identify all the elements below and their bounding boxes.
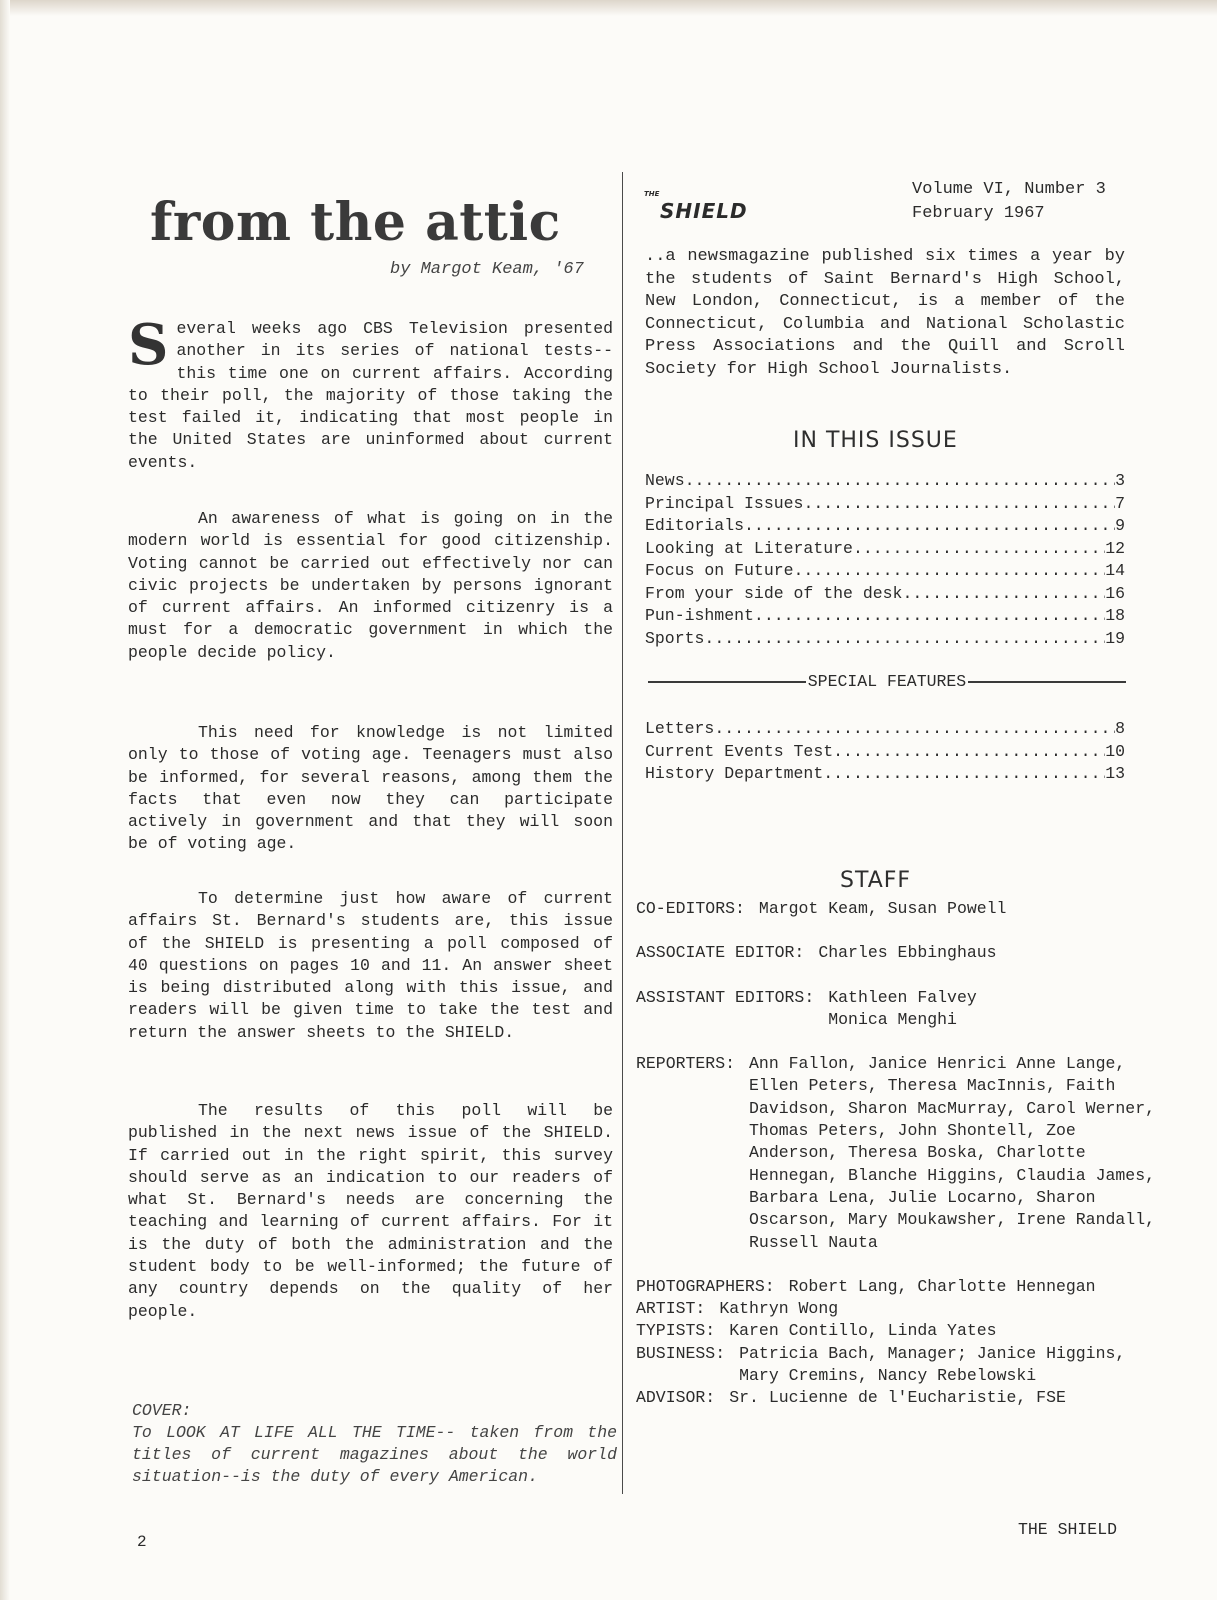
page-number: 2 [137,1533,147,1551]
staff-row-photographers: PHOTOGRAPHERS: Robert Lang, Charlotte Hennegan [636,1276,1096,1296]
article-paragraph-3: This need for knowledge is not limited only to those of voting age. Teenagers must also be informed, for several reasons, among them the facts that even now they can participate actively in government and that they will soon be of voting age. [128,723,613,854]
staff-row-artist: ARTIST: Kathryn Wong [636,1299,839,1319]
masthead-the: THE [644,190,660,198]
staff-heading: STAFF [840,868,912,893]
contents-item[interactable]: Looking at Literature ..... 12 [645,538,1125,561]
contents-heading: IN THIS ISSUE [793,428,958,453]
volume-number: Volume VI, Number 3 [912,180,1106,199]
staff-row-assistant: ASSISTANT EDITORS: Kathleen Falvey Monica Menghi [636,987,977,1029]
cover-label: COVER: [132,1401,192,1420]
staff-list [636,898,1156,1410]
staff-row-business: BUSINESS: Patricia Bach, Manager; Janice Higgins, Mary Cremins, Nancy Rebelowski [636,1343,1126,1386]
rule-line-right [968,681,1126,683]
article-paragraph-5: The results of this poll will be published in the next news issue of the SHIELD. If carried out in the right spirit, this survey should serve as an indication to our readers of what St. Bernard's needs are concerning the teaching and learning of current affairs. For it is the duty of both the administration and the student body to be well-informed; the future of any country depends on the quality of her people. [128,1101,613,1321]
article-paragraph-4: To determine just how aware of current affairs St. Bernard's students are, this issue of the SHIELD is presenting a poll composed of 40 questions on pages 10 and 11. An answer sheet is being distributed along with this issue, and readers will be given time to take the test and return the answer sheets to the SHIELD. [128,889,613,1042]
special-item[interactable]: Letters ..... 8 [645,718,1125,741]
drop-cap: S [128,312,169,378]
special-features-rule [648,672,1126,691]
staff-row-advisor: ADVISOR: Sr. Lucienne de l'Eucharistie, FSE [636,1388,1066,1408]
article-title: from the attic [150,192,561,253]
contents-item[interactable]: News ..... 3 [645,470,1125,493]
staff-row-co-editors: CO-EDITORS: Margot Keam, Susan Powell [636,899,1007,918]
contents-item[interactable]: Focus on Future ..... 14 [645,560,1125,583]
special-features-list [645,718,1125,786]
masthead-name: SHIELD [660,199,748,223]
paper-edge-left [0,0,10,1600]
issue-date: February 1967 [912,204,1045,223]
rule-line-left [648,681,806,683]
article-paragraph-1: Several weeks ago CBS Television presented another in its series of national tests--this time one on current affairs. According to their poll, the majority of those taking the test failed it, indicating that most people in the United States are uninformed about current events. [128,312,613,472]
cover-note [132,1400,617,1488]
publication-statement: ..a newsmagazine published six times a year by the students of Saint Bernard's High School, New London, Connecticut, is a member of the Connecticut, Columbia and National Scholastic Press Associations and the Quill and Scroll Society for High School Journalists. [645,247,1125,379]
special-item[interactable]: Current Events Test ..... 10 [645,741,1125,764]
staff-row-associate: ASSOCIATE EDITOR: Charles Ebbinghaus [636,943,997,963]
footer-publication: THE SHIELD [1018,1520,1118,1539]
contents-item[interactable]: Sports ..... 19 [645,628,1125,651]
article-byline: by Margot Keam, '67 [390,260,584,279]
column-divider [622,172,623,1494]
contents-item[interactable]: Pun-ishment ..... 18 [645,605,1125,628]
staff-row-typists: TYPISTS: Karen Contillo, Linda Yates [636,1321,997,1341]
article-paragraph-2: An awareness of what is going on in the modern world is essential for good citizenship. Voting cannot be carried out effectively nor can civic projects be undertaken by persons ignorant of current affairs. An informed citizenry is a must for a democratic government in which the people decide policy. [128,509,613,662]
contents-list [645,470,1125,650]
staff-row-reporters: REPORTERS: Ann Fallon, Janice Henrici Anne Lange, Ellen Peters, Theresa MacInnis, Faith Davidson, Sharon MacMurray, Carol Werner, Thomas Peters, John Shontell, Zoe Anderson, Theresa Boska, Charlotte Hennegan, Blanche Higgins, Claudia James, Barbara Lena, Julie Locarno, Sharon Oscarson, Mary Moukawsher, Irene Randall, Russell Nauta [636,1054,1155,1252]
paper-edge-top [0,0,1217,16]
contents-item[interactable]: From your side of the desk ..... 16 [645,583,1125,606]
special-features-heading: SPECIAL FEATURES [807,672,967,691]
volume-info [912,178,1106,226]
contents-item[interactable]: Principal Issues ..... 7 [645,493,1125,516]
special-item[interactable]: History Department ..... 13 [645,763,1125,786]
cover-text: To LOOK AT LIFE ALL THE TIME-- taken from the titles of current magazines about the world situation--is the duty of every American. [132,1423,617,1486]
contents-item[interactable]: Editorials ..... 9 [645,515,1125,538]
